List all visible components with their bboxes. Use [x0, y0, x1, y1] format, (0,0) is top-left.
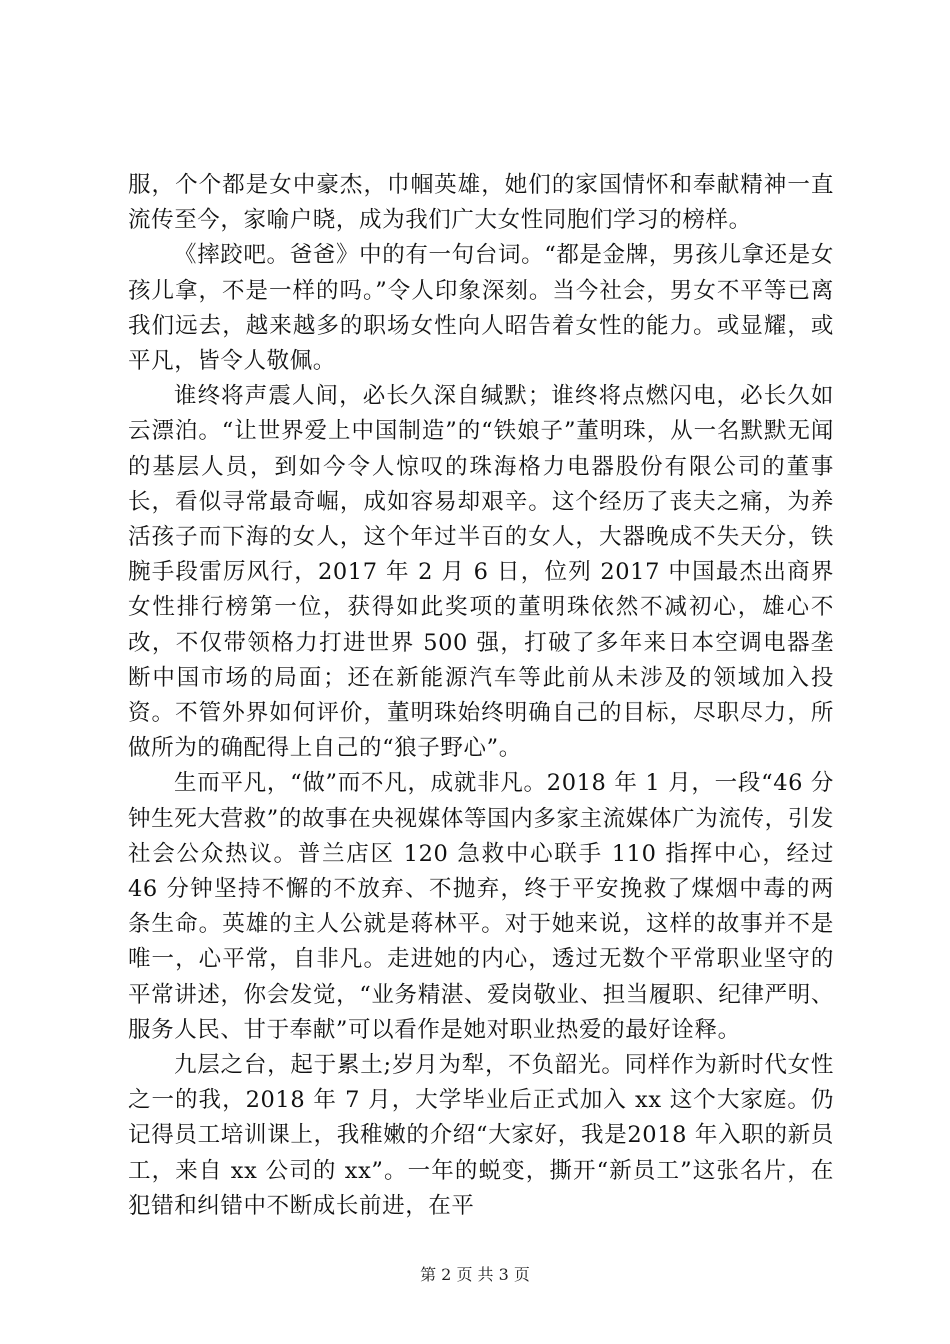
page-footer: 第 2 页 共 3 页 [420, 1265, 530, 1284]
paragraph-5: 九层之台，起于累土;岁月为犁，不负韶光。同样作为新时代女性之一的我，2018 年 7 月，大学毕业后正式加入 xx 这个大家庭。仍记得员工培训课上，我稚嫩的介绍“大家好，我是2018 年入职的新员工，来自 xx 公司的 xx”。一年的蜕变，撕开“新员工”这张名片，在犯错和纠错中不断成长前进，在平 [128, 1052, 834, 1219]
body-text [128, 168, 834, 1224]
paragraph-4: 生而平凡，“做”而不凡，成就非凡。2018 年 1 月，一段“46 分钟生死大营救”的故事在央视媒体等国内多家主流媒体广为流传，引发社会公众热议。普兰店区 120 急救中心联手 110 指挥中心，经过 46 分钟坚持不懈的不放弃、不抛弃，终于平安挽救了煤烟中毒的两条生命。英雄的主人公就是蒋林平。对于她来说，这样的故事并不是唯一，心平常，自非凡。走进她的内心，透过无数个平常职业坚守的平常讲述，你会发觉，“业务精湛、爱岗敬业、担当履职、纪律严明、服务人民、甘于奉献”可以看作是她对职业热爱的最好诠释。 [128, 770, 834, 1043]
paragraph-2: 《摔跤吧。爸爸》中的有一句台词。“都是金牌，男孩儿拿还是女孩儿拿，不是一样的吗。”令人印象深刻。当今社会，男女不平等已离我们远去，越来越多的职场女性向人昭告着女性的能力。或显耀，或平凡，皆令人敬佩。 [128, 242, 834, 375]
paragraph-3: 谁终将声震人间，必长久深自缄默；谁终将点燃闪电，必长久如云漂泊。“让世界爱上中国制造”的“铁娘子”董明珠，从一名默默无闻的基层人员，到如今令人惊叹的珠海格力电器股份有限公司的董事长，看似寻常最奇崛，成如容易却艰辛。这个经历了丧夫之痛，为养活孩子而下海的女人，这个年过半百的女人，大器晚成不失天分，铁腕手段雷厉风行，2017 年 2 月 6 日，位列 2017 中国最杰出商界女性排行榜第一位，获得如此奖项的董明珠依然不减初心，雄心不改，不仅带领格力打进世界 500 强，打破了多年来日本空调电器垄断中国市场的局面；还在新能源汽车等此前从未涉及的领域加入投资。不管外界如何评价，董明珠始终明确自己的目标，尽职尽力，所做所为的确配得上自己的“狼子野心”。 [128, 383, 834, 762]
paragraph-1: 服，个个都是女中豪杰，巾帼英雄，她们的家国情怀和奉献精神一直流传至今，家喻户晓，成为我们广大女性同胞们学习的榜样。 [128, 172, 834, 234]
